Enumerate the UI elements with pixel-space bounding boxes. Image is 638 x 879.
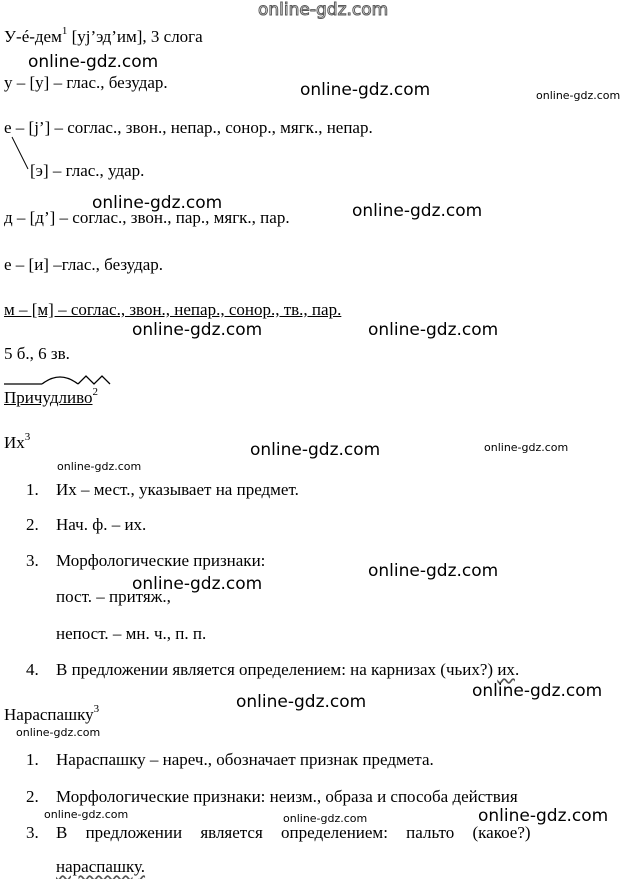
word3-sub-2: непост. – мн. ч., п. п. xyxy=(56,624,207,643)
watermark: online-gdz.com xyxy=(132,574,263,594)
word3-sub-1: пост. – притяж., xyxy=(56,587,171,606)
watermark: online-gdz.com xyxy=(16,726,101,739)
word3-text: Их xyxy=(4,433,25,452)
word1-heading xyxy=(4,27,203,47)
word4-item-1-text: Нараспашку – нареч., обозначает признак предмета. xyxy=(56,750,434,769)
word4-heading xyxy=(4,705,99,725)
word3-item-4-tail: их xyxy=(497,660,515,679)
watermark: online-gdz.com xyxy=(368,320,499,340)
word4-text: Нараспашку xyxy=(4,705,94,724)
watermark-top: online-gdz.com xyxy=(258,0,389,20)
word1-line-e2: е – [и] –глас., безудар. xyxy=(4,255,164,274)
word1-line-m: м – [м] – соглас., звон., непар., сонор., тв., пар. xyxy=(4,300,342,319)
watermark: online-gdz.com xyxy=(300,80,431,100)
word1-line-d: д – [д’] – соглас., звон., пар., мягк., пар. xyxy=(4,208,290,227)
word3-item-3-text: Морфологические признаки: xyxy=(56,551,266,570)
word3-num-1: 1. xyxy=(26,480,39,499)
word2-text: Причудливо xyxy=(4,388,93,407)
watermark: online-gdz.com xyxy=(283,812,368,825)
watermark: online-gdz.com xyxy=(132,320,263,340)
word3-item-4 xyxy=(26,660,519,680)
word4-item-3-text: В предложении является определением: пальто (какое?) xyxy=(56,823,531,842)
watermark: online-gdz.com xyxy=(92,193,223,213)
word4-num-2: 2. xyxy=(26,787,39,806)
watermark: online-gdz.com xyxy=(57,460,142,473)
word3-item-1 xyxy=(26,480,299,500)
word4-item-3-cont-text: нараспашку. xyxy=(56,857,146,876)
word1-line-u: у – [у] – глас., безудар. xyxy=(4,73,168,92)
word1-transcription: [уj’эд’им], 3 слога xyxy=(71,27,203,46)
word1-summary: 5 б., 6 зв. xyxy=(4,344,70,363)
word3-num-3: 3. xyxy=(26,551,39,570)
word3-heading xyxy=(4,433,30,453)
word1-line-e: е – [j’] – соглас., звон., непар., сонор., мягк., непар. xyxy=(4,118,373,137)
word3-item-4-end: . xyxy=(514,660,520,679)
word2-sup: 2 xyxy=(92,386,98,399)
word4-item-2 xyxy=(26,787,518,807)
word2-heading xyxy=(4,388,98,408)
word3-item-3 xyxy=(26,551,265,571)
watermark: online-gdz.com xyxy=(484,441,569,454)
watermark: online-gdz.com xyxy=(368,561,499,581)
word4-num-3: 3. xyxy=(26,823,39,842)
word4-item-3-cont xyxy=(56,857,145,877)
word3-item-2-text: Нач. ф. – их. xyxy=(56,515,147,534)
watermark: online-gdz.com xyxy=(250,440,381,460)
word4-item-2-text: Морфологические признаки: неизм., образа и способа действия xyxy=(56,787,518,806)
watermark: online-gdz.com xyxy=(236,692,367,712)
word3-item-2 xyxy=(26,515,146,535)
branch-line xyxy=(10,135,32,175)
watermark: online-gdz.com xyxy=(472,681,603,701)
word3-item-4-text: В предложении является определением: на карнизах (чьих?) xyxy=(56,660,498,679)
watermark: online-gdz.com xyxy=(28,52,159,72)
word4-item-1 xyxy=(26,750,434,770)
word4-item-3 xyxy=(26,823,531,843)
word1-head: У-é-дем xyxy=(4,27,62,46)
watermark: online-gdz.com xyxy=(478,806,609,826)
watermark: online-gdz.com xyxy=(44,808,129,821)
word3-item-1-text: Их – мест., указывает на предмет. xyxy=(56,480,299,499)
watermark: online-gdz.com xyxy=(536,89,621,102)
word1-sup: 1 xyxy=(61,25,68,38)
watermark: online-gdz.com xyxy=(352,201,483,221)
word1-line-e-vowel: [э] – глас., удар. xyxy=(30,161,145,180)
word3-num-2: 2. xyxy=(26,515,39,534)
word4-sup: 3 xyxy=(93,703,100,716)
word4-num-1: 1. xyxy=(26,750,39,769)
word3-sup: 3 xyxy=(24,431,31,444)
word3-num-4: 4. xyxy=(26,660,39,679)
